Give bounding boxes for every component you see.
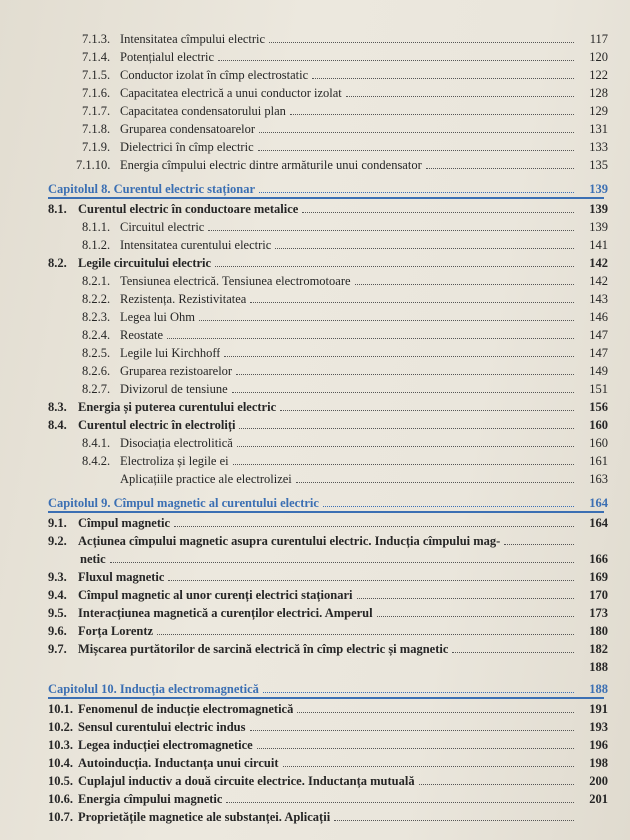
toc-entry [0, 790, 610, 808]
chapter-underline [48, 511, 604, 513]
toc-entry [0, 772, 610, 790]
toc-entry-title: Interacțiunea magnetică a curenților electrici. Amperul [78, 606, 373, 620]
toc-page-number: 151 [589, 382, 608, 396]
toc-entry-title: Reostate [120, 328, 164, 342]
toc-entry-number: 7.1.3. [82, 32, 111, 46]
toc-page-number: 198 [589, 756, 608, 770]
toc-chapter-heading [0, 494, 610, 512]
toc-entry [0, 380, 610, 398]
toc-entry-number: 7.1.4. [82, 50, 111, 64]
toc-entry [0, 470, 610, 488]
toc-entry [0, 398, 610, 416]
toc-page-number: 164 [589, 516, 608, 530]
toc-entry-title: Conductor izolat în cîmp electrostatic [120, 68, 309, 82]
chapter-title: Capitolul 10. Inducția electromagnetică [48, 682, 259, 696]
dot-leader [110, 562, 574, 563]
toc-entry [0, 532, 610, 550]
dot-leader [233, 464, 574, 465]
toc-entry [0, 120, 610, 138]
dot-leader [226, 802, 574, 803]
toc-entry-number: 7.1.10. [76, 158, 111, 172]
toc-entry-title: Gruparea condensatoarelor [120, 122, 255, 136]
toc-entry [0, 344, 610, 362]
toc-entry [0, 718, 610, 736]
toc-entry-number: 9.7. [48, 642, 67, 656]
toc-entry-title: Potențialul electric [120, 50, 215, 64]
toc-entry-title: Acțiunea cîmpului magnetic asupra curentului electric. Inducția cîmpului mag- [78, 534, 501, 548]
toc-entry-number: 8.2.7. [82, 382, 111, 396]
toc-entry [0, 736, 610, 754]
toc-page-number: 188 [589, 660, 608, 674]
dot-leader [419, 784, 574, 785]
toc-entry [0, 700, 610, 718]
toc-entry [0, 754, 610, 772]
dot-leader [275, 248, 574, 249]
dot-leader [208, 230, 574, 231]
toc-entry-number: 8.4.1. [82, 436, 111, 450]
toc-entry-number: 7.1.7. [82, 104, 111, 118]
toc-page-number: 191 [589, 702, 608, 716]
toc-entry-title: Sensul curentului electric indus [78, 720, 246, 734]
dot-leader [167, 338, 574, 339]
toc-entry-number: 8.1.2. [82, 238, 111, 252]
toc-page-number: 188 [589, 682, 608, 696]
toc-entry-number: 8.3. [48, 400, 67, 414]
dot-leader [269, 42, 574, 43]
dot-leader [452, 652, 574, 653]
toc-page-number: 143 [589, 292, 608, 306]
toc-entry-title: Legile circuitului electric [78, 256, 212, 270]
toc-entry [0, 416, 610, 434]
toc-entry [0, 290, 610, 308]
dot-leader [302, 212, 574, 213]
dot-leader [263, 692, 574, 693]
toc-entry [0, 362, 610, 380]
toc-page-number: 146 [589, 310, 608, 324]
toc-page-number: 131 [589, 122, 608, 136]
toc-page-number: 200 [589, 774, 608, 788]
toc-chapter-heading [0, 680, 610, 698]
toc-entry-title: Intensitatea curentului electric [120, 238, 272, 252]
toc-entry-number: 9.1. [48, 516, 67, 530]
dot-leader [323, 506, 574, 507]
toc-entry-title: Electroliza și legile ei [120, 454, 229, 468]
toc-entry-number: 7.1.5. [82, 68, 111, 82]
toc-entry-number: 8.2.1. [82, 274, 111, 288]
dot-leader [296, 482, 574, 483]
dot-leader [250, 302, 574, 303]
dot-leader [257, 748, 574, 749]
toc-entry-number: 9.5. [48, 606, 67, 620]
toc-entry-number: 8.2.6. [82, 364, 111, 378]
dot-leader [259, 192, 574, 193]
toc-entry-number: 10.5. [48, 774, 73, 788]
toc-entry-title: Intensitatea cîmpului electric [120, 32, 266, 46]
toc-entry-title: Dielectrici în cîmp electric [120, 140, 254, 154]
toc-page-number: 169 [589, 570, 608, 584]
toc-page-number: 173 [589, 606, 608, 620]
toc-entry [0, 236, 610, 254]
toc-entry-number: 8.4.2. [82, 454, 111, 468]
toc-entry-title: Legea lui Ohm [120, 310, 195, 324]
toc-page-number: 170 [589, 588, 608, 602]
toc-entry-title: Energia și puterea curentului electric [78, 400, 277, 414]
toc-entry-title: Cîmpul magnetic [78, 516, 171, 530]
toc-entry [0, 84, 610, 102]
toc-entry-title: Forța Lorentz [78, 624, 154, 638]
toc-entry-title: Curentul electric în conductoare metalice [78, 202, 299, 216]
toc-entry-title: Energia cîmpului electric dintre armăturile unui condensator [120, 158, 422, 172]
toc-entry-title: Capacitatea electrică a unui conductor izolat [120, 86, 342, 100]
dot-leader [232, 392, 574, 393]
toc-entry-number: 10.6. [48, 792, 73, 806]
toc-page-number: 193 [589, 720, 608, 734]
toc-entry [0, 218, 610, 236]
toc-entry-title: Divizorul de tensiune [120, 382, 228, 396]
toc-entry [0, 550, 610, 568]
toc-page-number: 129 [589, 104, 608, 118]
dot-leader [215, 266, 574, 267]
toc-entry [0, 452, 610, 470]
toc-entry [0, 30, 610, 48]
toc-entry-number: 9.2. [48, 534, 67, 548]
toc-entry [0, 200, 610, 218]
toc-entry [0, 658, 610, 676]
toc-page-number: 122 [589, 68, 608, 82]
toc-entry-number: 8.2.3. [82, 310, 111, 324]
dot-leader [237, 446, 574, 447]
toc-entry-title: Cîmpul magnetic al unor curenți electrici staționari [78, 588, 353, 602]
toc-entry-title: Curentul electric în electroliți [78, 418, 236, 432]
dot-leader [346, 96, 574, 97]
toc-page-number: 133 [589, 140, 608, 154]
toc-page-number: 142 [589, 274, 608, 288]
toc-entry [0, 326, 610, 344]
dot-leader [258, 150, 574, 151]
toc-entry-title: netic [80, 552, 106, 566]
toc-entry [0, 138, 610, 156]
chapter-underline [48, 197, 604, 199]
dot-leader [312, 78, 574, 79]
toc-page-number: 142 [589, 256, 608, 270]
dot-leader [504, 544, 574, 545]
toc-entry-title: Tensiunea electrică. Tensiunea electromotoare [120, 274, 351, 288]
toc-page-number: 117 [589, 32, 608, 46]
toc-entry-number: 10.3. [48, 738, 73, 752]
toc-entry-number: 9.4. [48, 588, 67, 602]
dot-leader [199, 320, 574, 321]
dot-leader [224, 356, 574, 357]
toc-entry-title: Gruparea rezistoarelor [120, 364, 233, 378]
toc-entry-title: Mișcarea purtătorilor de sarcină electrică în cîmp electric și magnetic [78, 642, 449, 656]
toc-page-number: 180 [589, 624, 608, 638]
toc-entry [0, 586, 610, 604]
toc-chapter-heading [0, 180, 610, 198]
toc-entry [0, 568, 610, 586]
toc-entry-number: 8.1. [48, 202, 67, 216]
toc-entry-number: 10.4. [48, 756, 73, 770]
toc-page-number: 139 [589, 220, 608, 234]
dot-leader [157, 634, 574, 635]
toc-entry-title: Cuplajul inductiv a două circuite electrice. Inductanța mutuală [78, 774, 415, 788]
toc-entry-number: 9.6. [48, 624, 67, 638]
toc-page-number: 147 [589, 328, 608, 342]
toc-entry-title: Energia cîmpului magnetic [78, 792, 223, 806]
dot-leader [283, 766, 574, 767]
toc-entry [0, 640, 610, 658]
toc-entry [0, 808, 610, 826]
toc-entry-number: 7.1.8. [82, 122, 111, 136]
toc-entry-title: Capacitatea condensatorului plan [120, 104, 286, 118]
toc-entry-number: 7.1.6. [82, 86, 111, 100]
dot-leader [334, 820, 574, 821]
toc-page-number: 182 [589, 642, 608, 656]
toc-entry [0, 102, 610, 120]
toc-entry-number: 7.1.9. [82, 140, 111, 154]
toc-entry-title: Fenomenul de inducție electromagnetică [78, 702, 294, 716]
toc-page-number: 141 [589, 238, 608, 252]
toc-entry-number: 10.7. [48, 810, 73, 824]
toc-entry-number: 8.1.1. [82, 220, 111, 234]
dot-leader [290, 114, 574, 115]
toc-entry-number: 8.2.4. [82, 328, 111, 342]
toc-entry [0, 272, 610, 290]
dot-leader [280, 410, 574, 411]
toc-entry-title: Fluxul magnetic [78, 570, 165, 584]
toc-page-number: 135 [589, 158, 608, 172]
toc-entry [0, 514, 610, 532]
chapter-underline [48, 697, 604, 699]
toc-entry [0, 156, 610, 174]
dot-leader [426, 168, 574, 169]
toc-entry-title: Legile lui Kirchhoff [120, 346, 221, 360]
toc-page-number: 128 [589, 86, 608, 100]
dot-leader [236, 374, 574, 375]
dot-leader [355, 284, 574, 285]
toc-page-number: 160 [589, 418, 608, 432]
toc-entry-number: 8.2.2. [82, 292, 111, 306]
dot-leader [377, 616, 574, 617]
toc-page-number: 120 [589, 50, 608, 64]
toc-entry-number: 9.3. [48, 570, 67, 584]
toc-entry [0, 622, 610, 640]
toc-page-number: 139 [589, 182, 608, 196]
toc-entry [0, 308, 610, 326]
toc-page-number: 166 [589, 552, 608, 566]
dot-leader [239, 428, 574, 429]
toc-entry-title: Rezistența. Rezistivitatea [120, 292, 247, 306]
toc-page-number: 147 [589, 346, 608, 360]
toc-entry [0, 48, 610, 66]
toc-entry-number: 8.4. [48, 418, 67, 432]
chapter-title: Capitolul 8. Curentul electric staționar [48, 182, 256, 196]
toc-entry-title: Legea inducției electromagnetice [78, 738, 253, 752]
toc-entry-number: 8.2.5. [82, 346, 111, 360]
toc-page-number: 201 [589, 792, 608, 806]
toc-entry-title: Circuitul electric [120, 220, 205, 234]
toc-page-number: 149 [589, 364, 608, 378]
toc-page-number: 139 [589, 202, 608, 216]
toc-entry-title: Autoinducția. Inductanța unui circuit [78, 756, 279, 770]
toc-entry-title: Proprietățile magnetice ale substanței. Aplicații [78, 810, 331, 824]
dot-leader [297, 712, 574, 713]
dot-leader [259, 132, 574, 133]
dot-leader [357, 598, 575, 599]
toc-page-number: 196 [589, 738, 608, 752]
toc-page-number: 161 [589, 454, 608, 468]
dot-leader [250, 730, 575, 731]
toc-page-number: 164 [589, 496, 608, 510]
toc-entry-number: 10.1. [48, 702, 73, 716]
toc-entry [0, 434, 610, 452]
toc-entry-title: Aplicațiile practice ale electrolizei [120, 472, 292, 486]
toc-entry-title: Disociația electrolitică [120, 436, 233, 450]
toc-page-number: 156 [589, 400, 608, 414]
toc-entry-number: 8.2. [48, 256, 67, 270]
dot-leader [218, 60, 574, 61]
toc-entry-number: 10.2. [48, 720, 73, 734]
chapter-title: Capitolul 9. Cîmpul magnetic al curentului electric [48, 496, 319, 510]
dot-leader [168, 580, 574, 581]
toc-page-number: 163 [589, 472, 608, 486]
toc-entry [0, 254, 610, 272]
toc-entry [0, 66, 610, 84]
dot-leader [174, 526, 574, 527]
toc-entry [0, 604, 610, 622]
toc-page-number: 160 [589, 436, 608, 450]
